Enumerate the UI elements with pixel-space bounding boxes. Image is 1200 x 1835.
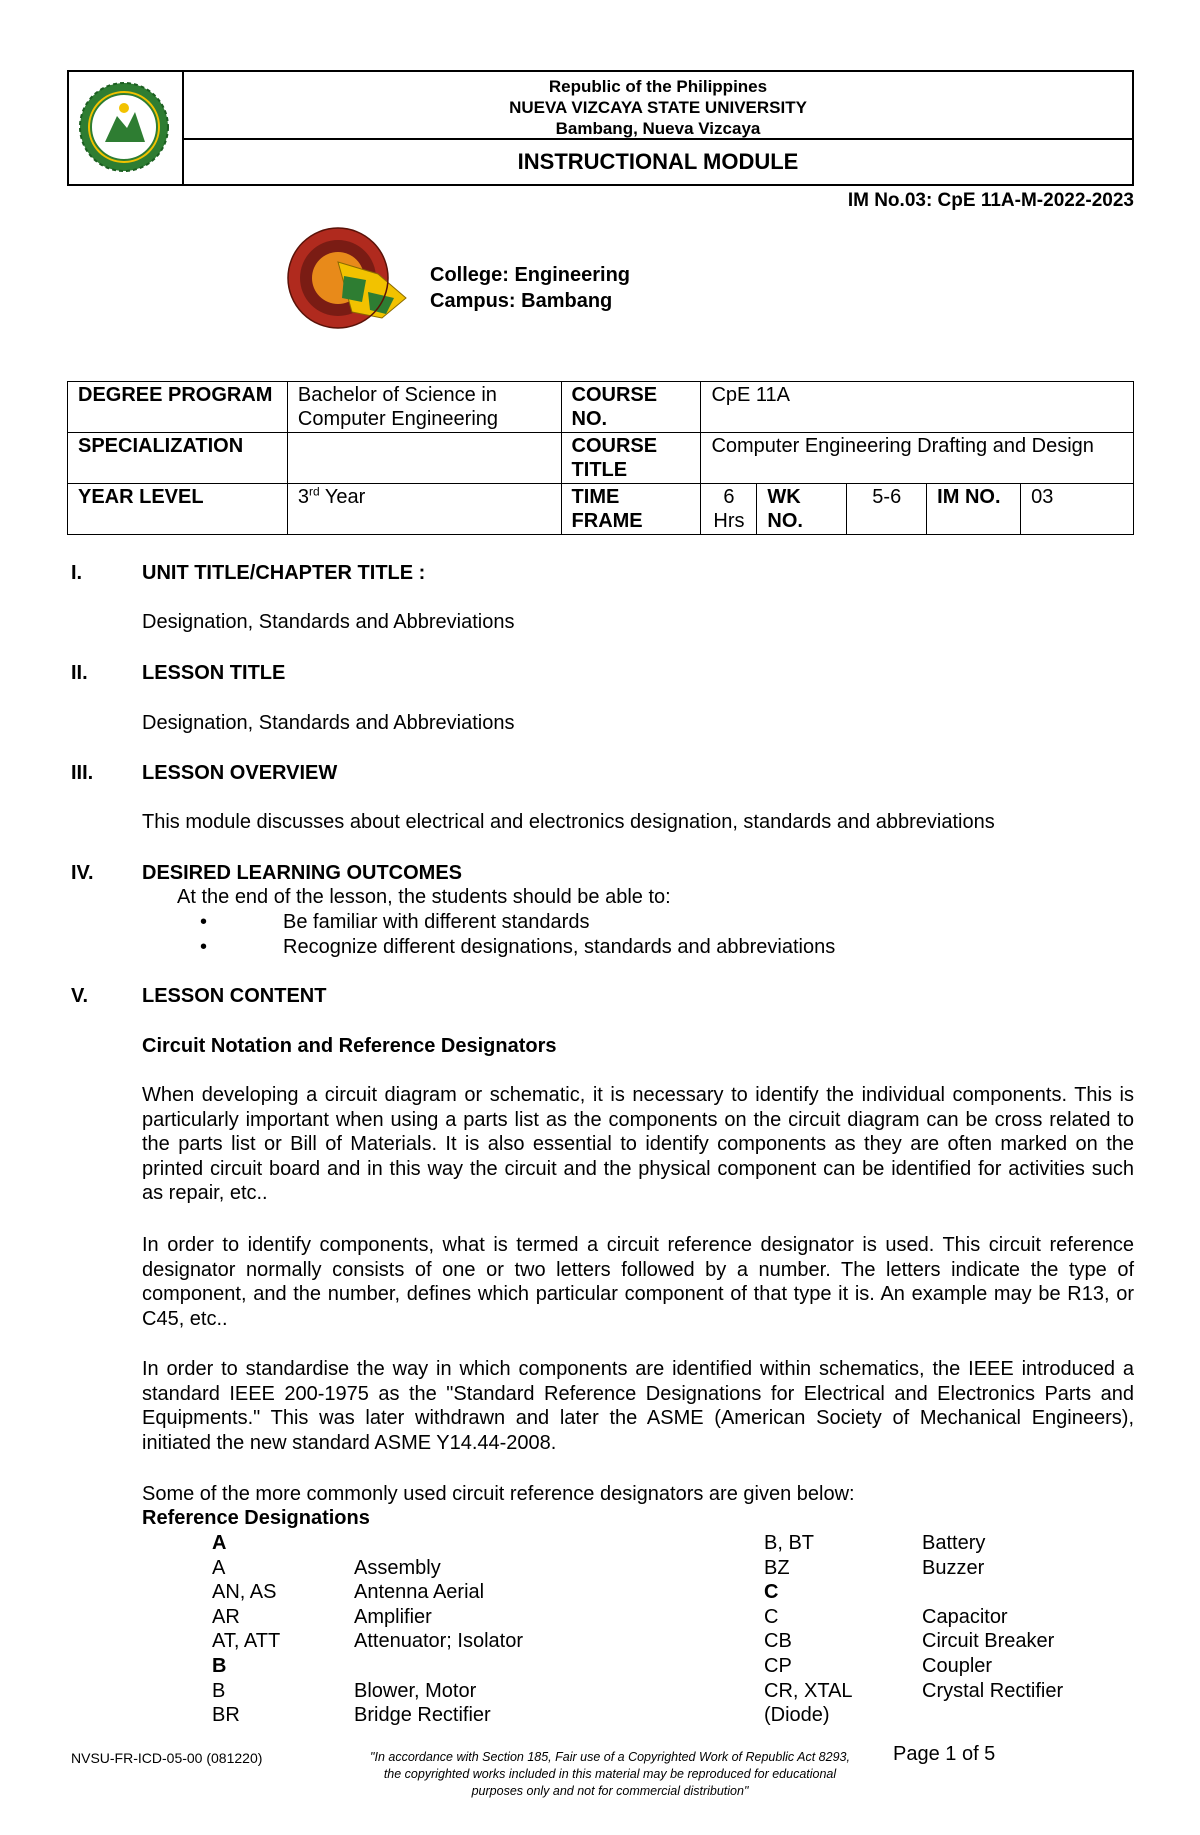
college-logo-icon: [282, 222, 414, 334]
form-code: NVSU-FR-ICD-05-00 (081220): [71, 1750, 263, 1766]
paragraph-3: In order to standardise the way in which components are identified within schematics, the IEEE introduced a standard IEEE 200-1975 as the "Standard Reference Designations for Electrical and Electronics Parts and Equipments." This was later withdrawn and later the ASME (American Society of Mechanical Engineers), initiated the new standard ASME Y14.44-2008.: [142, 1358, 1134, 1454]
section-4-number: IV.: [71, 862, 94, 884]
im-number: IM No.03: CpE 11A-M-2022-2023: [847, 190, 1134, 211]
bullet-icon: •: [200, 936, 208, 958]
ref-description: Attenuator; Isolator: [354, 1630, 523, 1652]
university-header: [67, 70, 1134, 186]
paragraph-1: When developing a circuit diagram or schematic, it is necessary to identify the individual components. This is particularly important when using a parts list as the components on the circuit diagram can be cross related to the parts list or Bill of Materials. It is also essential to identify components as they are often marked on the printed circuit board and in this way the circuit and the physical component can be identified for activities such as repair, etc..: [142, 1084, 1134, 1204]
ref-description: Coupler: [922, 1655, 993, 1677]
ref-code: AR: [212, 1606, 240, 1628]
section-5-title: LESSON CONTENT: [142, 985, 327, 1007]
ref-code: AN, AS: [212, 1581, 277, 1603]
college-info: [430, 262, 630, 314]
ref-code: CB: [764, 1630, 792, 1652]
specialization-label: SPECIALIZATION: [68, 433, 288, 484]
section-5-number: V.: [71, 985, 89, 1007]
course-no-value: CpE 11A: [701, 382, 1134, 433]
ref-group-heading: C: [764, 1581, 779, 1603]
course-no-label: COURSE NO.: [561, 382, 701, 433]
copyright-notice: "In accordance with Section 185, Fair use of a Copyrighted Work of Republic Act 8293, the copyrighted works included in this material may be reproduced for educational purposes only and not for commercial distribution": [370, 1750, 850, 1798]
ref-description: Assembly: [354, 1557, 441, 1579]
week-number-label: WK NO.: [757, 484, 847, 535]
university-seal-cell: [69, 72, 184, 184]
week-number-value: 5-6: [847, 484, 927, 535]
ref-code: C: [764, 1606, 779, 1628]
im-number-value: 03: [1021, 484, 1134, 535]
ref-code: CP: [764, 1655, 792, 1677]
table-row: [68, 382, 1134, 433]
ref-code: BZ: [764, 1557, 790, 1579]
ref-description: Blower, Motor: [354, 1680, 477, 1702]
time-frame-value: 6 Hrs: [701, 484, 757, 535]
ref-code: B: [212, 1680, 226, 1702]
section-4-title: DESIRED LEARNING OUTCOMES: [142, 862, 463, 884]
ref-code: A: [212, 1557, 226, 1579]
year-word: Year: [319, 486, 366, 508]
course-title-value: Computer Engineering Drafting and Design: [701, 433, 1134, 484]
university-name-block: [184, 72, 1132, 140]
table-row: [68, 433, 1134, 484]
section-1-body: Designation, Standards and Abbreviations: [142, 611, 515, 633]
ref-code: BR: [212, 1704, 240, 1726]
section-3-number: III.: [71, 762, 94, 784]
course-title-label: COURSE TITLE: [561, 433, 701, 484]
ref-description: Amplifier: [354, 1606, 432, 1628]
ref-description: Buzzer: [922, 1557, 985, 1579]
year-number: 3: [297, 486, 310, 508]
ref-description: Capacitor: [922, 1606, 1008, 1628]
degree-label: DEGREE PROGRAM: [68, 382, 288, 433]
section-3-title: LESSON OVERVIEW: [142, 762, 338, 784]
university-seal-icon: [69, 72, 179, 182]
ref-group-heading: A: [212, 1532, 227, 1554]
section-1-title: UNIT TITLE/CHAPTER TITLE :: [142, 562, 426, 584]
outcome-item-2: Recognize different designations, standards and abbreviations: [283, 936, 836, 958]
section-2-body: Designation, Standards and Abbreviations: [142, 712, 515, 734]
ref-group-heading: B: [212, 1655, 227, 1677]
ref-description: Crystal Rectifier: [922, 1680, 1064, 1702]
ref-description: Antenna Aerial: [354, 1581, 485, 1603]
university-address: Bambang, Nueva Vizcaya: [555, 119, 761, 138]
college-line: College: Engineering: [430, 264, 631, 286]
year-level-value: [287, 484, 561, 535]
ref-code: CR, XTAL: [764, 1680, 853, 1702]
reference-designations-heading: Reference Designations: [142, 1507, 370, 1529]
republic-line: Republic of the Philippines: [548, 77, 768, 96]
degree-value: Bachelor of Science in Computer Engineering: [287, 382, 561, 433]
table-row: [68, 484, 1134, 535]
page-number: Page 1 of 5: [893, 1743, 996, 1765]
time-frame-label: TIME FRAME: [561, 484, 701, 535]
module-type-title: INSTRUCTIONAL MODULE: [517, 149, 799, 174]
year-level-label: YEAR LEVEL: [68, 484, 288, 535]
university-name: NUEVA VIZCAYA STATE UNIVERSITY: [509, 98, 807, 117]
bullet-icon: •: [200, 911, 208, 933]
section-2-number: II.: [71, 662, 88, 684]
paragraph-2: In order to identify components, what is termed a circuit reference designator is used. This circuit reference designator normally consists of one or two letters followed by a number. The letters indicate the type of component, and the number, defines which particular component of that type it is. An example may be R13, or C45, etc..: [142, 1234, 1134, 1330]
specialization-value: [287, 433, 561, 484]
ref-code: AT, ATT: [212, 1630, 281, 1652]
section-4-intro: At the end of the lesson, the students should be able to:: [177, 886, 671, 908]
ref-description: Bridge Rectifier: [354, 1704, 491, 1726]
ref-description: Circuit Breaker: [922, 1630, 1055, 1652]
ref-code: (Diode): [764, 1704, 830, 1726]
campus-line: Campus: Bambang: [430, 290, 613, 312]
outcome-item-1: Be familiar with different standards: [283, 911, 590, 933]
section-2-title: LESSON TITLE: [142, 662, 286, 684]
content-subheading: Circuit Notation and Reference Designators: [142, 1035, 557, 1057]
designators-intro: Some of the more commonly used circuit reference designators are given below:: [142, 1483, 855, 1505]
section-3-body: This module discusses about electrical and electronics designation, standards and abbreviations: [142, 811, 995, 833]
course-info-table: [67, 381, 1134, 535]
year-suffix: rd: [309, 484, 320, 499]
section-1-number: I.: [71, 562, 83, 584]
ref-code: B, BT: [764, 1532, 815, 1554]
ref-description: Battery: [922, 1532, 986, 1554]
im-number-label: IM NO.: [927, 484, 1021, 535]
